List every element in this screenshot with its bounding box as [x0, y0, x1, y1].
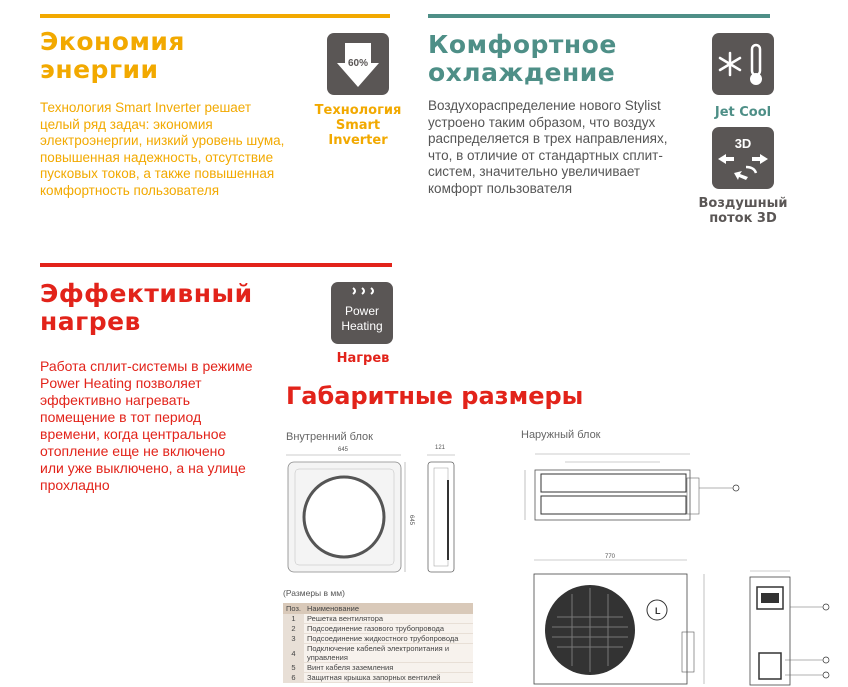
power-heating-label: Нагрев — [336, 351, 390, 366]
svg-text:645: 645 — [337, 447, 349, 453]
svg-text:645: 645 — [408, 514, 414, 526]
table-row: 6 Защитная крышка запорных вентилей — [283, 673, 473, 683]
heating-description: Работа сплит-системы в режиме Power Heating позволяет эффективно нагревать помещение в тот период времени, когда центральное отопление еще не включено или уже выключено, а на улице прохладно — [40, 358, 253, 493]
power-heating-icon — [331, 282, 393, 344]
svg-text:L: L — [655, 606, 661, 616]
dimensions-title: Габаритные размеры — [286, 382, 584, 410]
svg-text:121: 121 — [434, 445, 446, 451]
svg-text:3D: 3D — [734, 136, 752, 151]
column-header-pos: Поз. — [283, 603, 304, 614]
jet-cool-label: Jet Cool — [714, 105, 772, 120]
svg-text:770: 770 — [604, 554, 616, 560]
jet-cool-icon — [712, 33, 774, 95]
outdoor-unit-top-drawing — [515, 440, 745, 530]
indoor-unit-label: Внутренний блок — [286, 431, 373, 443]
heating-divider — [40, 263, 392, 267]
outdoor-unit-front-drawing — [512, 552, 722, 687]
heating-heading: Эффективный нагрев — [40, 279, 253, 336]
table-row: 3 Подсоединение жидкостного трубопровода — [283, 634, 473, 644]
smart-inverter-icon — [327, 33, 389, 95]
airflow-3d-label: Воздушный поток 3D — [698, 196, 788, 226]
indoor-unit-drawing — [283, 440, 413, 580]
smart-inverter-label: Технология Smart Inverter — [314, 103, 402, 148]
energy-divider — [40, 14, 390, 18]
table-row: 1 Решетка вентилятора — [283, 614, 473, 624]
svg-text:60%: 60% — [347, 58, 369, 69]
units-note: (Размеры в мм) — [283, 588, 345, 598]
cooling-heading: Комфортное охлаждение — [428, 30, 617, 87]
energy-heading: Экономия энергии — [40, 27, 185, 84]
table-row: 2 Подсоединение газового трубопровода — [283, 624, 473, 634]
table-row: 5 Винт кабеля заземления — [283, 663, 473, 673]
svg-text:Power: Power — [344, 304, 380, 318]
svg-text:Heating: Heating — [341, 319, 383, 333]
table-row: 4 Подключение кабелей электропитания и управления — [283, 644, 473, 663]
airflow-3d-icon — [712, 127, 774, 189]
column-header-name: Наименование — [304, 603, 473, 614]
outdoor-unit-side-drawing — [735, 565, 835, 687]
energy-description: Технология Smart Inverter решает целый ряд задач: экономия электроэнергии, низкий уровень шума, повышенная надежность, отсутствие пусковых токов, а также повышенная комфортность пользователя — [40, 100, 285, 198]
table-header-row — [283, 603, 473, 614]
parts-table — [283, 603, 473, 683]
indoor-unit-side-drawing — [422, 440, 462, 580]
cooling-description: Воздухораспределение нового Stylist устроено таким образом, что воздух распределяется в трех направлениях, что, в отличие от стандартных сплит- систем, значительно увеличивает комфорт пользователя — [428, 98, 668, 196]
cooling-divider — [428, 14, 770, 18]
outdoor-unit-label: Наружный блок — [521, 429, 601, 441]
